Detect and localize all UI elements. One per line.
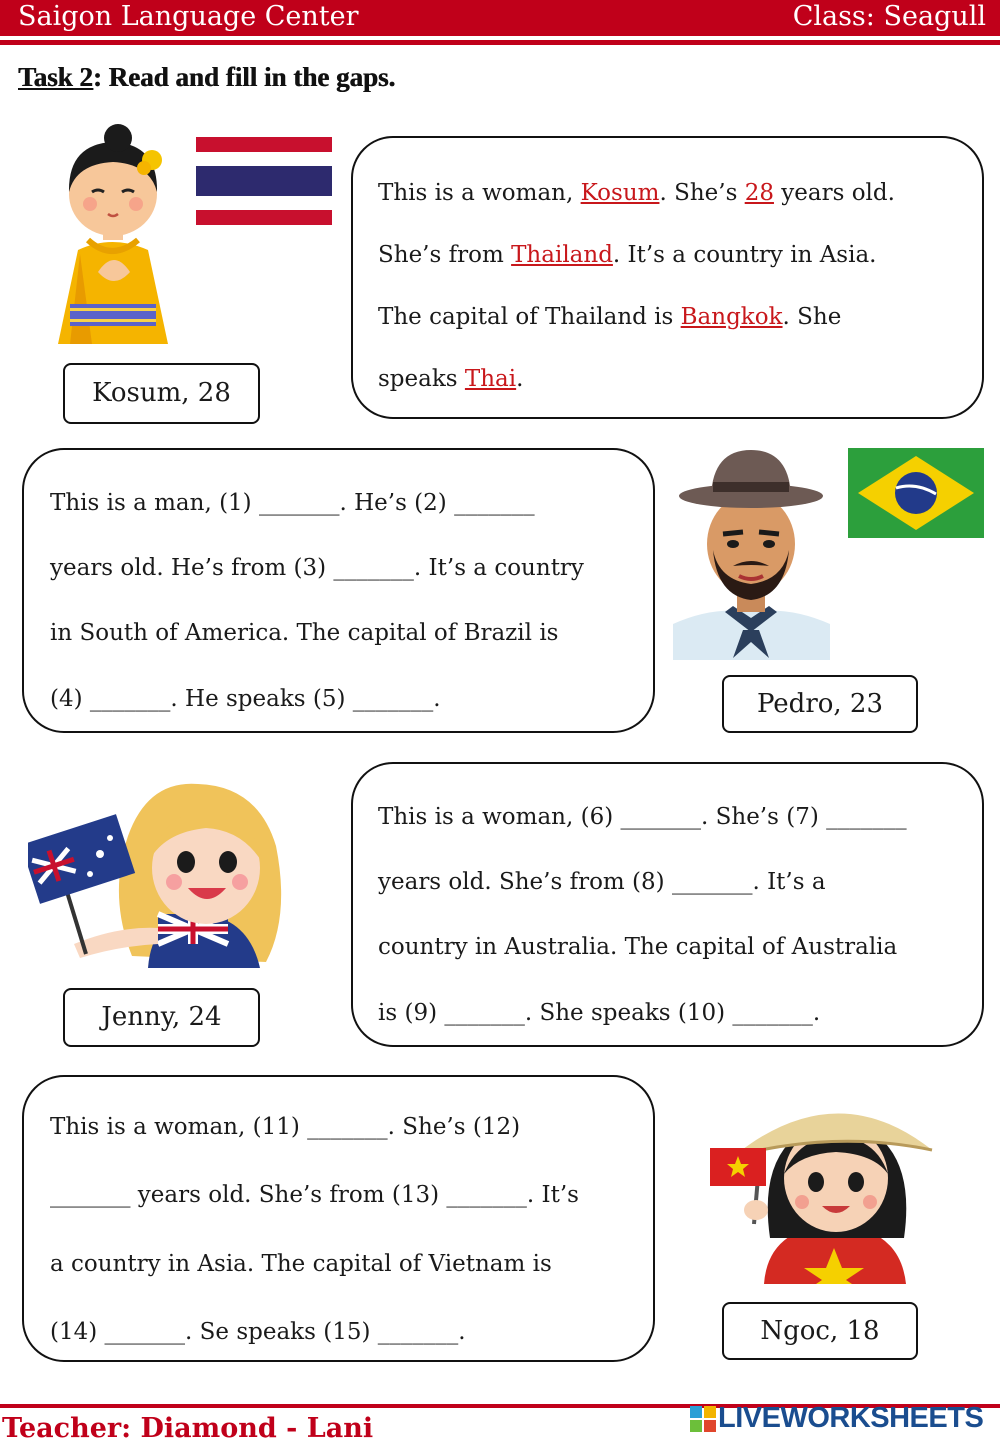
passage-line	[50, 1182, 579, 1208]
thai-woman-illustration	[40, 122, 185, 350]
passage-text: . It’s a country in Asia.	[612, 242, 877, 268]
passage-line	[378, 304, 841, 330]
passage-text: This is a woman, (6) _______. She’s (7) _______	[378, 804, 907, 830]
passage-line	[50, 1319, 466, 1345]
school-name: Saigon Language Center	[18, 1, 359, 32]
filled-answer: 28	[744, 180, 774, 206]
passage-line	[50, 620, 558, 646]
passage-text: _______ years old. She’s from (13) _______. It’s	[50, 1182, 579, 1208]
filled-answer: Kosum	[580, 180, 660, 206]
person-label-jenny: Jenny, 24	[63, 988, 260, 1047]
liveworksheets-logo-icon	[690, 1406, 716, 1432]
passage-text: years old. She’s from (8) _______. It’s a	[378, 869, 826, 895]
passage-line	[378, 366, 523, 392]
vietnamese-girl-illustration	[704, 1078, 936, 1284]
person-label-ngoc: Ngoc, 18	[722, 1302, 918, 1360]
thailand-flag-icon	[196, 137, 332, 225]
person-label-kosum: Kosum, 28	[63, 363, 260, 424]
person-label-pedro: Pedro, 23	[722, 675, 918, 733]
passage-line	[378, 1000, 820, 1026]
passage-text: This is a man, (1) _______. He’s (2) _______	[50, 490, 535, 516]
passage-line	[50, 490, 535, 516]
passage-text: This is a woman, (11) _______. She’s (12)	[50, 1114, 521, 1140]
passage-line	[50, 1114, 520, 1140]
passage-text: The capital of Thailand is	[378, 304, 681, 330]
passage-text: years old. He’s from (3) _______. It’s a country	[50, 555, 584, 581]
passage-line	[378, 180, 895, 206]
passage-text: in South of America. The capital of Brazil is	[50, 620, 559, 646]
task-title	[18, 62, 395, 93]
passage-text: (4) _______. He speaks (5) _______.	[50, 686, 441, 712]
passage-text: She’s from	[378, 242, 512, 268]
passage-line	[378, 934, 897, 960]
passage-text: years old.	[773, 180, 895, 206]
filled-answer: Thailand	[511, 242, 613, 268]
passage-text: a country in Asia. The capital of Vietnam is	[50, 1251, 552, 1277]
passage-text: .	[516, 366, 524, 392]
brazilian-man-illustration	[673, 446, 830, 660]
passage-line	[378, 804, 907, 830]
passage-text: speaks	[378, 366, 465, 392]
filled-answer: Bangkok	[680, 304, 783, 330]
passage-text: . She’s	[659, 180, 745, 206]
class-label: Class: Seagull	[792, 1, 986, 32]
passage-line	[378, 242, 877, 268]
task-instruction: : Read and fill in the gaps.	[92, 62, 396, 92]
teacher-credit: Teacher: Diamond - Lani	[2, 1413, 374, 1444]
passage-line	[378, 869, 826, 895]
filled-answer: Thai	[464, 366, 517, 392]
passage-text: is (9) _______. She speaks (10) _______.	[378, 1000, 821, 1026]
passage-line	[50, 555, 584, 581]
passage-text: (14) _______. Se speaks (15) _______.	[50, 1319, 466, 1345]
australian-girl-illustration	[28, 776, 288, 968]
liveworksheets-brand: LIVEWORKSHEETS	[718, 1402, 984, 1434]
passage-line	[50, 686, 441, 712]
header-divider	[0, 40, 1000, 45]
passage-text: . She	[782, 304, 842, 330]
brazil-flag-icon	[848, 448, 984, 538]
passage-text: This is a woman,	[378, 180, 581, 206]
passage-line	[50, 1251, 552, 1277]
passage-text: country in Australia. The capital of Australia	[378, 934, 898, 960]
task-label: Task 2	[18, 62, 93, 92]
